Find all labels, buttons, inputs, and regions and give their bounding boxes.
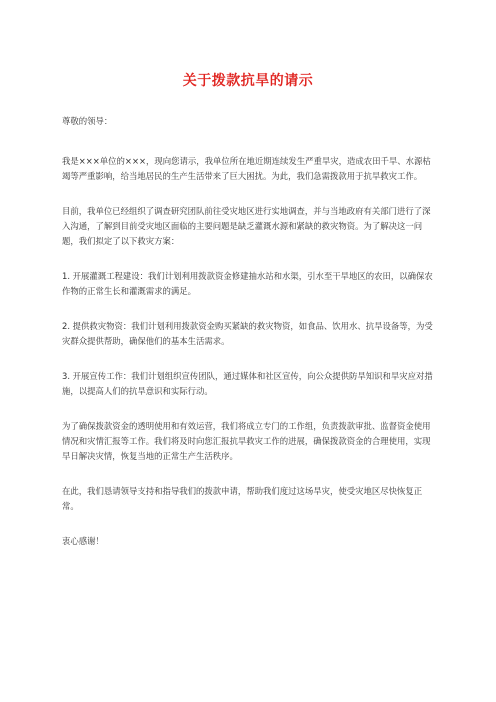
paragraph-request: 在此，我们恳请领导支持和指导我们的拨款申请，帮助我们度过这场旱灾，使受灾地区尽快恢复正常。 [62,486,423,511]
paragraph-investigation: 目前，我单位已经组织了调查研究团队前往受灾地区进行实地调查，并与当地政府有关部门进行了深入沟通，了解到目前受灾地区面临的主要问题是缺乏灌溉水源和紧缺的救灾物资。为了解决这一问题，我们拟定了以下救灾方案： [62,206,431,246]
paragraph-intro: 我是×××单位的×××，现向您请示，我单位所在地近期连续发生严重旱灾，造成农田千旱、水源枯竭等严重影响，给当地居民的生产生活带来了巨大困扰。为此，我们急需拨款用于抗旱救灾工作。 [62,156,431,181]
paragraph-oversight: 为了确保拨款资金的透明使用和有效运营，我们将成立专门的工作组，负责拨款审批、监督资金使用情况和灾情汇报等工作。我们将及时向您汇报抗旱救灾工作的进展，确保拨款资金的合理使用，实现早日解决灾情，恢复当地的正常生产生活秩序。 [62,421,431,461]
paragraph-plan-1: 1. 开展灌溉工程建设：我们计划利用拨款资金修建抽水站和水渠，引水至干旱地区的农田，以确保农作物的正常生长和灌溉需求的满足。 [62,271,433,296]
greeting: 尊敬的领导： [62,116,113,126]
paragraph-plan-2: 2. 提供救灾物资：我们计划利用拨款资金购买紧缺的救灾物资，如食品、饮用水、抗旱设备等，为受灾群众提供帮助，确保他们的基本生活需求。 [62,321,433,346]
paragraph-plan-3: 3. 开展宣传工作：我们计划组织宣传团队，通过媒体和社区宣传，向公众提供防旱知识和旱灾应对措施，以提高人们的抗旱意识和实际行动。 [62,371,433,396]
closing-line: 衷心感谢！ [62,536,104,546]
document-title: 关于拨款抗旱的请示 [182,73,314,89]
